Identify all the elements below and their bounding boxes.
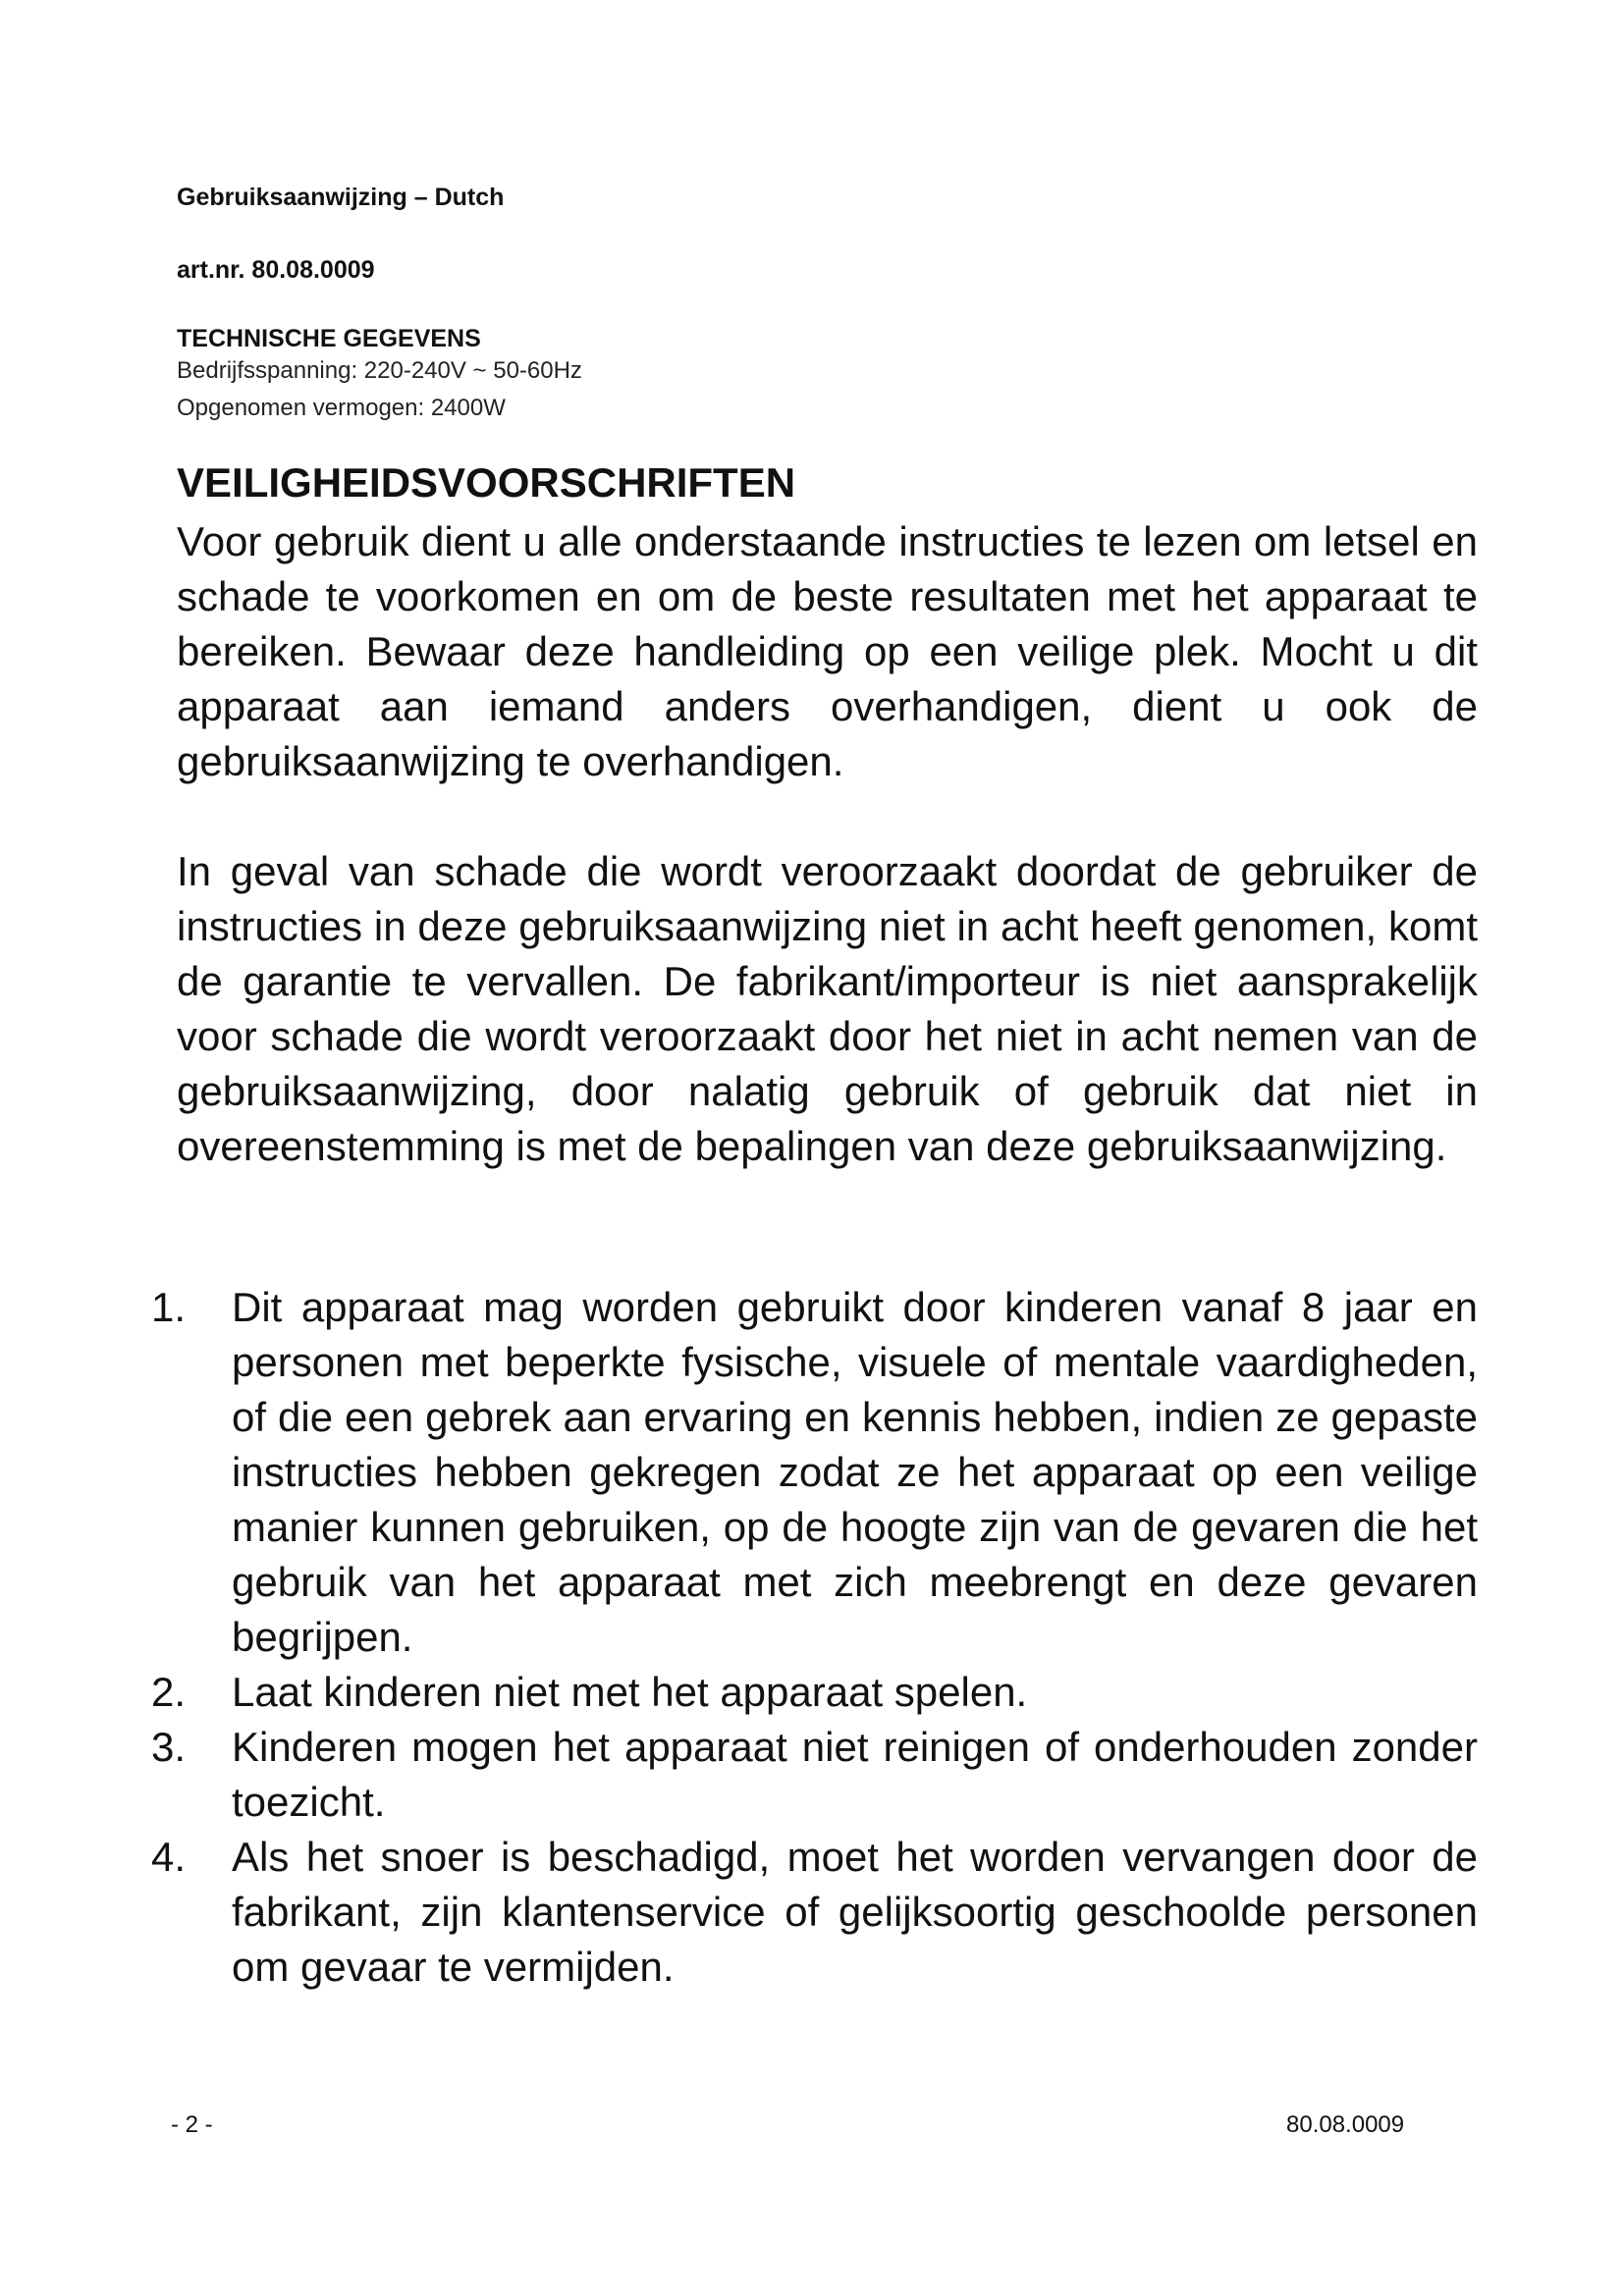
list-item-number: 2. [151, 1669, 187, 1715]
list-item-text: Als het snoer is beschadigd, moet het worden vervangen door de fabrikant, zijn klantenservice of gelijksoortig geschoolde personen om gevaar te vermijden. [232, 1834, 1478, 1990]
safety-heading: VEILIGHEIDSVOORSCHRIFTEN [177, 459, 796, 506]
list-item [137, 1280, 1478, 1665]
power-spec: Opgenomen vermogen: 2400W [177, 395, 506, 421]
document-title: Gebruiksaanwijzing – Dutch [177, 184, 505, 211]
list-item-number: 4. [151, 1834, 187, 1880]
list-item-number: 1. [151, 1284, 187, 1330]
list-item-text: Laat kinderen niet met het apparaat spelen. [232, 1669, 1028, 1715]
list-item-number: 3. [151, 1724, 187, 1770]
list-item-text: Kinderen mogen het apparaat niet reinigen of onderhouden zonder toezicht. [232, 1724, 1478, 1825]
safety-list [137, 1280, 1478, 1995]
list-item [137, 1720, 1478, 1830]
list-item-text: Dit apparaat mag worden gebruikt door kinderen vanaf 8 jaar en personen met beperkte fysische, visuele of mentale vaardigheden, of die een gebrek aan ervaring en kennis hebben, indien ze gepaste instructies hebben gekregen zodat ze het apparaat op een veilige manier kunnen gebruiken, op de hoogte zijn van de gevaren die het gebruik van het apparaat met zich meebrengt en deze gevaren begrijpen. [232, 1284, 1478, 1660]
intro-paragraph: Voor gebruik dient u alle onderstaande instructies te lezen om letsel en schade te voorkomen en om de beste resultaten met het apparaat te bereiken. Bewaar deze handleiding op een veilige plek. Mocht u dit apparaat aan iemand anders overhandigen, dient u ook de gebruiksaanwijzing te overhandigen. [177, 518, 1478, 784]
article-number: art.nr. 80.08.0009 [177, 256, 375, 284]
list-item [137, 1830, 1478, 1995]
page-number: - 2 - [171, 2111, 213, 2138]
liability-paragraph: In geval van schade die wordt veroorzaakt doordat de gebruiker de instructies in deze gebruiksaanwijzing niet in acht heeft genomen, komt de garantie te vervallen. De fabrikant/importeur is niet aansprakelijk voor schade die wordt veroorzaakt door het niet in acht nemen van de gebruiksaanwijzing, door nalatig gebruik of gebruik dat niet in overeenstemming is met de bepalingen van deze gebruiksaanwijzing. [177, 848, 1478, 1169]
voltage-spec: Bedrijfsspanning: 220-240V ~ 50-60Hz [177, 357, 582, 384]
list-item [137, 1665, 1478, 1720]
footer-code: 80.08.0009 [1286, 2111, 1405, 2138]
technical-heading: TECHNISCHE GEGEVENS [177, 325, 481, 352]
